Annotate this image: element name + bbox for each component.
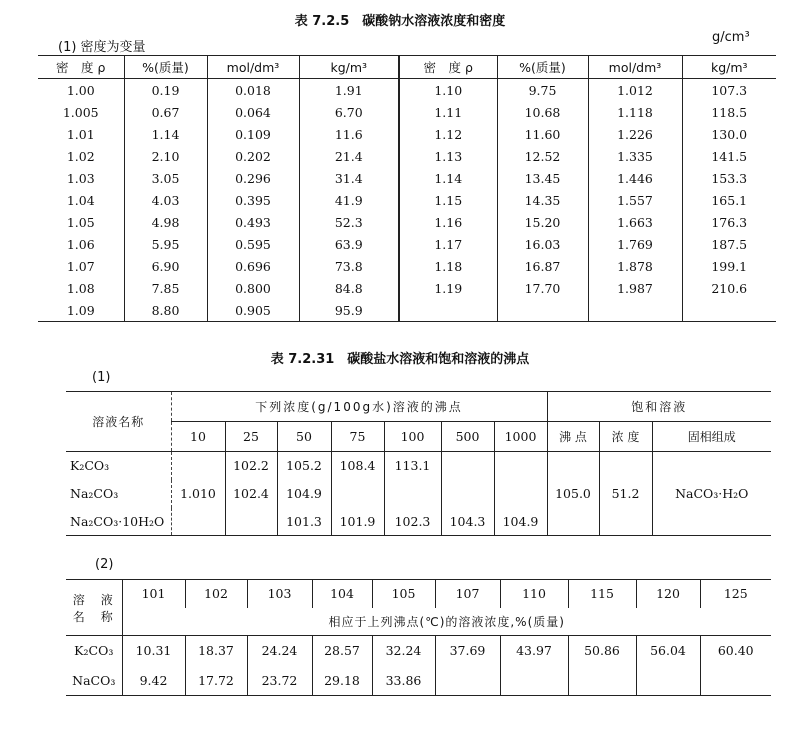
- table-cell: 0.696: [207, 255, 299, 277]
- table-row: [38, 189, 776, 211]
- table-cell: 1.769: [588, 233, 682, 255]
- solution-name: Na₂CO₃·10H₂O: [70, 513, 165, 529]
- table-cell: 165.1: [682, 189, 776, 211]
- part2-label: (2): [95, 557, 114, 572]
- table-cell: [171, 508, 225, 536]
- table-cell: [652, 508, 771, 536]
- table-cell: 118.5: [682, 101, 776, 123]
- table1-unit-note: g/cm³: [712, 30, 750, 45]
- concentration-col-header: 100: [384, 422, 441, 452]
- table-cell: 5.95: [124, 233, 207, 255]
- table-cell: [568, 666, 636, 696]
- table-cell: 0.800: [207, 277, 299, 299]
- col-header: %(质量): [124, 56, 207, 79]
- table-cell: 1.663: [588, 211, 682, 233]
- table-cell: 102.3: [384, 508, 441, 536]
- table-cell: [331, 480, 384, 508]
- table-cell: [494, 452, 547, 480]
- col-header: mol/dm³: [207, 56, 299, 79]
- table-cell: 10.31: [122, 636, 185, 666]
- table-cell: 41.9: [299, 189, 399, 211]
- table-cell: 0.905: [207, 299, 299, 322]
- table-cell: 56.04: [636, 636, 700, 666]
- table-cell: 113.1: [384, 452, 441, 480]
- table-cell: [497, 299, 588, 322]
- table-cell: 104.9: [494, 508, 547, 536]
- table-cell: 104.3: [441, 508, 494, 536]
- table-cell: [384, 480, 441, 508]
- table2-title: 表 7.2.31 碳酸盐水溶液和饱和溶液的沸点: [270, 352, 530, 367]
- table-cell: 37.69: [435, 636, 500, 666]
- table-cell: 2.10: [124, 145, 207, 167]
- table-cell: 33.86: [372, 666, 435, 696]
- table-cell: 17.72: [185, 666, 247, 696]
- boiling-point-col-header: 107: [435, 580, 500, 608]
- concentration-col-header: 500: [441, 422, 494, 452]
- table-row: [38, 79, 776, 102]
- table-cell: 11.60: [497, 123, 588, 145]
- table-cell: 1.14: [124, 123, 207, 145]
- table-cell: 0.67: [124, 101, 207, 123]
- table1-title: 表 7.2.5 碳酸钠水溶液浓度和密度: [294, 14, 506, 29]
- table-cell: 52.3: [299, 211, 399, 233]
- saturated-col-header: 浓 度: [599, 422, 652, 452]
- table-cell: [494, 480, 547, 508]
- table-cell: 1.12: [399, 123, 497, 145]
- table-cell: 1.91: [299, 79, 399, 102]
- table-cell: 0.202: [207, 145, 299, 167]
- table-cell: 11.6: [299, 123, 399, 145]
- table-cell: 50.86: [568, 636, 636, 666]
- concentration-col-header: 50: [277, 422, 331, 452]
- table-cell: 28.57: [312, 636, 372, 666]
- table-cell: [588, 299, 682, 322]
- boiling-point-col-header: 104: [312, 580, 372, 608]
- solution-name: NaCO₃: [72, 672, 116, 688]
- part2-name-bottom: 名 称: [72, 609, 115, 624]
- table-cell: 104.9: [277, 480, 331, 508]
- table-cell: 1.17: [399, 233, 497, 255]
- table-cell: 23.72: [247, 666, 312, 696]
- boiling-point-col-header: 103: [247, 580, 312, 608]
- table-cell: NaCO₃·H₂O: [652, 480, 771, 508]
- solution-name: Na₂CO₃: [70, 486, 119, 501]
- table-cell: 1.012: [588, 79, 682, 102]
- col-header: kg/m³: [299, 56, 399, 79]
- table-cell: 12.52: [497, 145, 588, 167]
- table-row: [38, 277, 776, 299]
- table-row: [66, 666, 771, 696]
- table-cell: 0.018: [207, 79, 299, 102]
- col-header: mol/dm³: [588, 56, 682, 79]
- table-cell: 31.4: [299, 167, 399, 189]
- boiling-point-col-header: 105: [372, 580, 435, 608]
- table-cell: 141.5: [682, 145, 776, 167]
- boiling-point-col-header: 120: [636, 580, 700, 608]
- table-cell: 1.09: [66, 302, 95, 318]
- table-row: [38, 233, 776, 255]
- table-cell: 95.9: [299, 299, 399, 322]
- density-table: [38, 55, 776, 322]
- table-cell: [441, 452, 494, 480]
- table-cell: 1.15: [399, 189, 497, 211]
- table-cell: 107.3: [682, 79, 776, 102]
- table-cell: 1.07: [66, 258, 95, 274]
- table-row: [38, 145, 776, 167]
- table-row: [38, 123, 776, 145]
- table-cell: 6.70: [299, 101, 399, 123]
- table-row: [38, 101, 776, 123]
- table-cell: 73.8: [299, 255, 399, 277]
- table-cell: [399, 299, 497, 322]
- boiling-point-col-header: 115: [568, 580, 636, 608]
- table-cell: [225, 508, 277, 536]
- table-cell: 1.04: [66, 192, 95, 208]
- table-cell: 0.19: [124, 79, 207, 102]
- table-cell: 18.37: [185, 636, 247, 666]
- table-row: [66, 452, 771, 480]
- table-cell: 63.9: [299, 233, 399, 255]
- table-cell: 24.24: [247, 636, 312, 666]
- table-cell: 16.03: [497, 233, 588, 255]
- table-cell: 101.9: [331, 508, 384, 536]
- table-cell: 1.557: [588, 189, 682, 211]
- table-cell: 14.35: [497, 189, 588, 211]
- saturated-col-header: 沸 点: [547, 422, 599, 452]
- solution-name: K₂CO₃: [70, 458, 110, 474]
- table-cell: 9.42: [122, 666, 185, 696]
- boiling-point-col-header: 110: [500, 580, 568, 608]
- table-cell: 15.20: [497, 211, 588, 233]
- concentration-col-header: 75: [331, 422, 384, 452]
- part2-name-top: 溶 液: [72, 592, 115, 607]
- part1-label: (1): [92, 370, 111, 385]
- table-cell: 3.05: [124, 167, 207, 189]
- boiling-point-col-header: 125: [700, 580, 771, 608]
- table-cell: 0.595: [207, 233, 299, 255]
- table-cell: 153.3: [682, 167, 776, 189]
- table-cell: 84.8: [299, 277, 399, 299]
- table-cell: 1.01: [66, 126, 95, 142]
- table-cell: 1.446: [588, 167, 682, 189]
- table-cell: [441, 480, 494, 508]
- concentration-header: 下列浓度(g/100g水)溶液的沸点: [171, 392, 547, 422]
- table-cell: 29.18: [312, 666, 372, 696]
- table-row: [38, 255, 776, 277]
- boiling-point-col-header: 102: [185, 580, 247, 608]
- table-cell: 130.0: [682, 123, 776, 145]
- table-cell: 1.010: [171, 480, 225, 508]
- table-cell: [599, 452, 652, 480]
- table-cell: 60.40: [700, 636, 771, 666]
- table-cell: 1.10: [399, 79, 497, 102]
- table-cell: 176.3: [682, 211, 776, 233]
- table-cell: 17.70: [497, 277, 588, 299]
- solution-name-header: 溶液名称: [92, 415, 145, 429]
- table-cell: 102.4: [225, 480, 277, 508]
- table-cell: 102.2: [225, 452, 277, 480]
- table-cell: 101.3: [277, 508, 331, 536]
- table-cell: 1.005: [62, 104, 99, 120]
- table-cell: 8.80: [124, 299, 207, 322]
- table-cell: 32.24: [372, 636, 435, 666]
- table-row: [66, 508, 771, 536]
- table-cell: [171, 452, 225, 480]
- table-cell: 4.03: [124, 189, 207, 211]
- table-cell: [636, 666, 700, 696]
- table-cell: 6.90: [124, 255, 207, 277]
- table-cell: 7.85: [124, 277, 207, 299]
- table-row: [38, 299, 776, 322]
- table-cell: [547, 452, 599, 480]
- table-cell: 4.98: [124, 211, 207, 233]
- table-row: [38, 211, 776, 233]
- col-header: 密 度 ρ: [56, 60, 106, 75]
- table-cell: 1.05: [66, 214, 95, 230]
- col-header: %(质量): [497, 56, 588, 79]
- table-cell: 1.13: [399, 145, 497, 167]
- table-cell: 1.14: [399, 167, 497, 189]
- table-cell: 9.75: [497, 79, 588, 102]
- table-cell: 105.2: [277, 452, 331, 480]
- table-cell: 0.395: [207, 189, 299, 211]
- table-cell: 199.1: [682, 255, 776, 277]
- table-cell: 43.97: [500, 636, 568, 666]
- table-cell: 187.5: [682, 233, 776, 255]
- part2-subheader: 相应于上列沸点(℃)的溶液浓度,%(质量): [122, 608, 771, 636]
- table-cell: 105.0: [547, 480, 599, 508]
- boiling-point-col-header: 101: [122, 580, 185, 608]
- table-cell: [500, 666, 568, 696]
- table-cell: [700, 666, 771, 696]
- col-header: 密 度 ρ: [399, 56, 497, 79]
- concentration-col-header: 1000: [494, 422, 547, 452]
- table-row: [38, 167, 776, 189]
- table-cell: 1.16: [399, 211, 497, 233]
- table-cell: 1.18: [399, 255, 497, 277]
- table-cell: 0.064: [207, 101, 299, 123]
- table-cell: [547, 508, 599, 536]
- table-cell: 1.03: [66, 170, 95, 186]
- table-row: [66, 480, 771, 508]
- solution-name: K₂CO₃: [74, 643, 114, 659]
- table-row: [66, 636, 771, 666]
- table-cell: [682, 299, 776, 322]
- concentration-col-header: 10: [171, 422, 225, 452]
- table-cell: 1.118: [588, 101, 682, 123]
- table-cell: 10.68: [497, 101, 588, 123]
- table-cell: 0.296: [207, 167, 299, 189]
- table-cell: 0.493: [207, 211, 299, 233]
- table-cell: [652, 452, 771, 480]
- table-cell: 1.987: [588, 277, 682, 299]
- table-cell: 1.08: [66, 280, 95, 296]
- table-cell: 51.2: [599, 480, 652, 508]
- table-cell: 210.6: [682, 277, 776, 299]
- density-table-header: [38, 56, 776, 79]
- table-cell: 1.02: [66, 148, 95, 164]
- table-cell: 108.4: [331, 452, 384, 480]
- table-cell: 1.19: [399, 277, 497, 299]
- table-cell: 1.06: [66, 236, 95, 252]
- table-cell: 1.226: [588, 123, 682, 145]
- concentration-col-header: 25: [225, 422, 277, 452]
- boiling-point-table-2: [66, 579, 771, 696]
- table-cell: 1.878: [588, 255, 682, 277]
- table-cell: 1.00: [66, 82, 95, 98]
- col-header: kg/m³: [682, 56, 776, 79]
- table-cell: 21.4: [299, 145, 399, 167]
- table1-subtitle: (1) 密度为变量: [58, 40, 146, 55]
- boiling-point-table-1: [66, 391, 771, 536]
- table-cell: [599, 508, 652, 536]
- table-cell: [435, 666, 500, 696]
- saturated-header: 饱和溶液: [547, 392, 771, 422]
- table-cell: 16.87: [497, 255, 588, 277]
- table-cell: 1.11: [399, 101, 497, 123]
- table-cell: 0.109: [207, 123, 299, 145]
- saturated-col-header: 固相组成: [652, 422, 771, 452]
- table-cell: 1.335: [588, 145, 682, 167]
- table-cell: 13.45: [497, 167, 588, 189]
